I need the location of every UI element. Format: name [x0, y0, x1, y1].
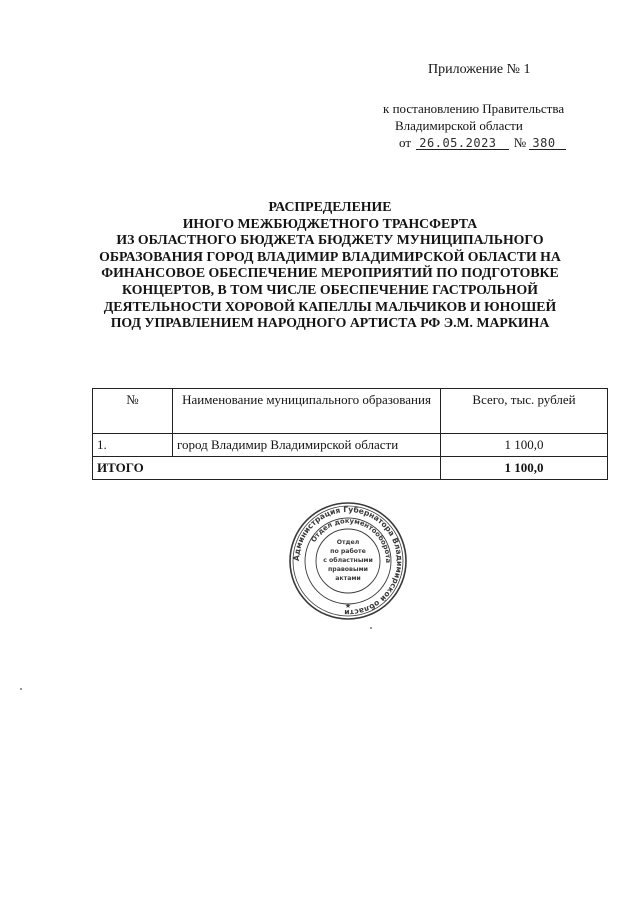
stamp-center-line: Отдел [336, 539, 360, 546]
table-header-row [93, 389, 608, 434]
total-label: ИТОГО [93, 457, 441, 480]
heading-line: ПОД УПРАВЛЕНИЕМ НАРОДНОГО АРТИСТА РФ Э.М. МАРКИНА [110, 315, 550, 331]
stamp-center-line: по работе [330, 548, 366, 555]
stamp-seal [287, 500, 409, 622]
resolution-date: 26.05.2023 [416, 137, 508, 150]
stamp-inner-text: Отдел документооборота [309, 516, 393, 564]
resolution-number: 380 [529, 137, 565, 150]
heading-line: ИЗ ОБЛАСТНОГО БЮДЖЕТА БЮДЖЕТУ МУНИЦИПАЛЬНОГО [116, 232, 544, 248]
heading-line: ОБРАЗОВАНИЯ ГОРОД ВЛАДИМИР ВЛАДИМИРСКОЙ ОБЛАСТИ НА [99, 248, 561, 264]
heading-line: ФИНАНСОВОЕ ОБЕСПЕЧЕНИЕ МЕРОПРИЯТИЙ ПО ПОДГОТОВКЕ [101, 265, 559, 281]
row-number: 1. [93, 434, 173, 457]
heading-line: ИНОГО МЕЖБЮДЖЕТНОГО ТРАНСФЕРТА [182, 215, 478, 231]
resolution-reference: к постановлению Правительства [383, 101, 565, 116]
table-total-row [93, 457, 608, 480]
stamp-center-line: с областными [323, 557, 373, 564]
appendix-title: Приложение № 1 [428, 62, 531, 77]
date-number-line [399, 134, 566, 151]
stamp-outer-text: Администрация Губернатора Владимирской области [291, 504, 405, 618]
scan-speck [20, 688, 22, 690]
official-stamp [287, 500, 409, 622]
heading-line: ДЕЯТЕЛЬНОСТИ ХОРОВОЙ КАПЕЛЛЫ МАЛЬЧИКОВ И ЮНОШЕЙ [103, 298, 557, 314]
header-total: Всего, тыс. рублей [441, 389, 608, 434]
row-total: 1 100,0 [441, 434, 608, 457]
total-value: 1 100,0 [441, 457, 608, 480]
scan-speck [370, 627, 372, 629]
stamp-center-line: актами [335, 575, 361, 582]
heading-line: РАСПРЕДЕЛЕНИЕ [268, 199, 392, 214]
document-heading [60, 199, 600, 332]
number-prefix: № [513, 135, 527, 150]
heading-line: КОНЦЕРТОВ, В ТОМ ЧИСЛЕ ОБЕСПЕЧЕНИЕ ГАСТРОЛЬНОЙ [122, 281, 538, 297]
distribution-table [92, 388, 608, 480]
date-prefix: от [399, 135, 412, 150]
row-municipality: город Владимир Владимирской области [172, 434, 440, 457]
table-row [93, 434, 608, 457]
header-municipality: Наименование муниципального образования [172, 389, 440, 434]
stamp-center-line: правовыми [328, 566, 368, 573]
header-number: № [93, 389, 173, 434]
stamp-star-icon: ★ [344, 602, 352, 610]
region-name: Владимирской области [395, 118, 523, 133]
